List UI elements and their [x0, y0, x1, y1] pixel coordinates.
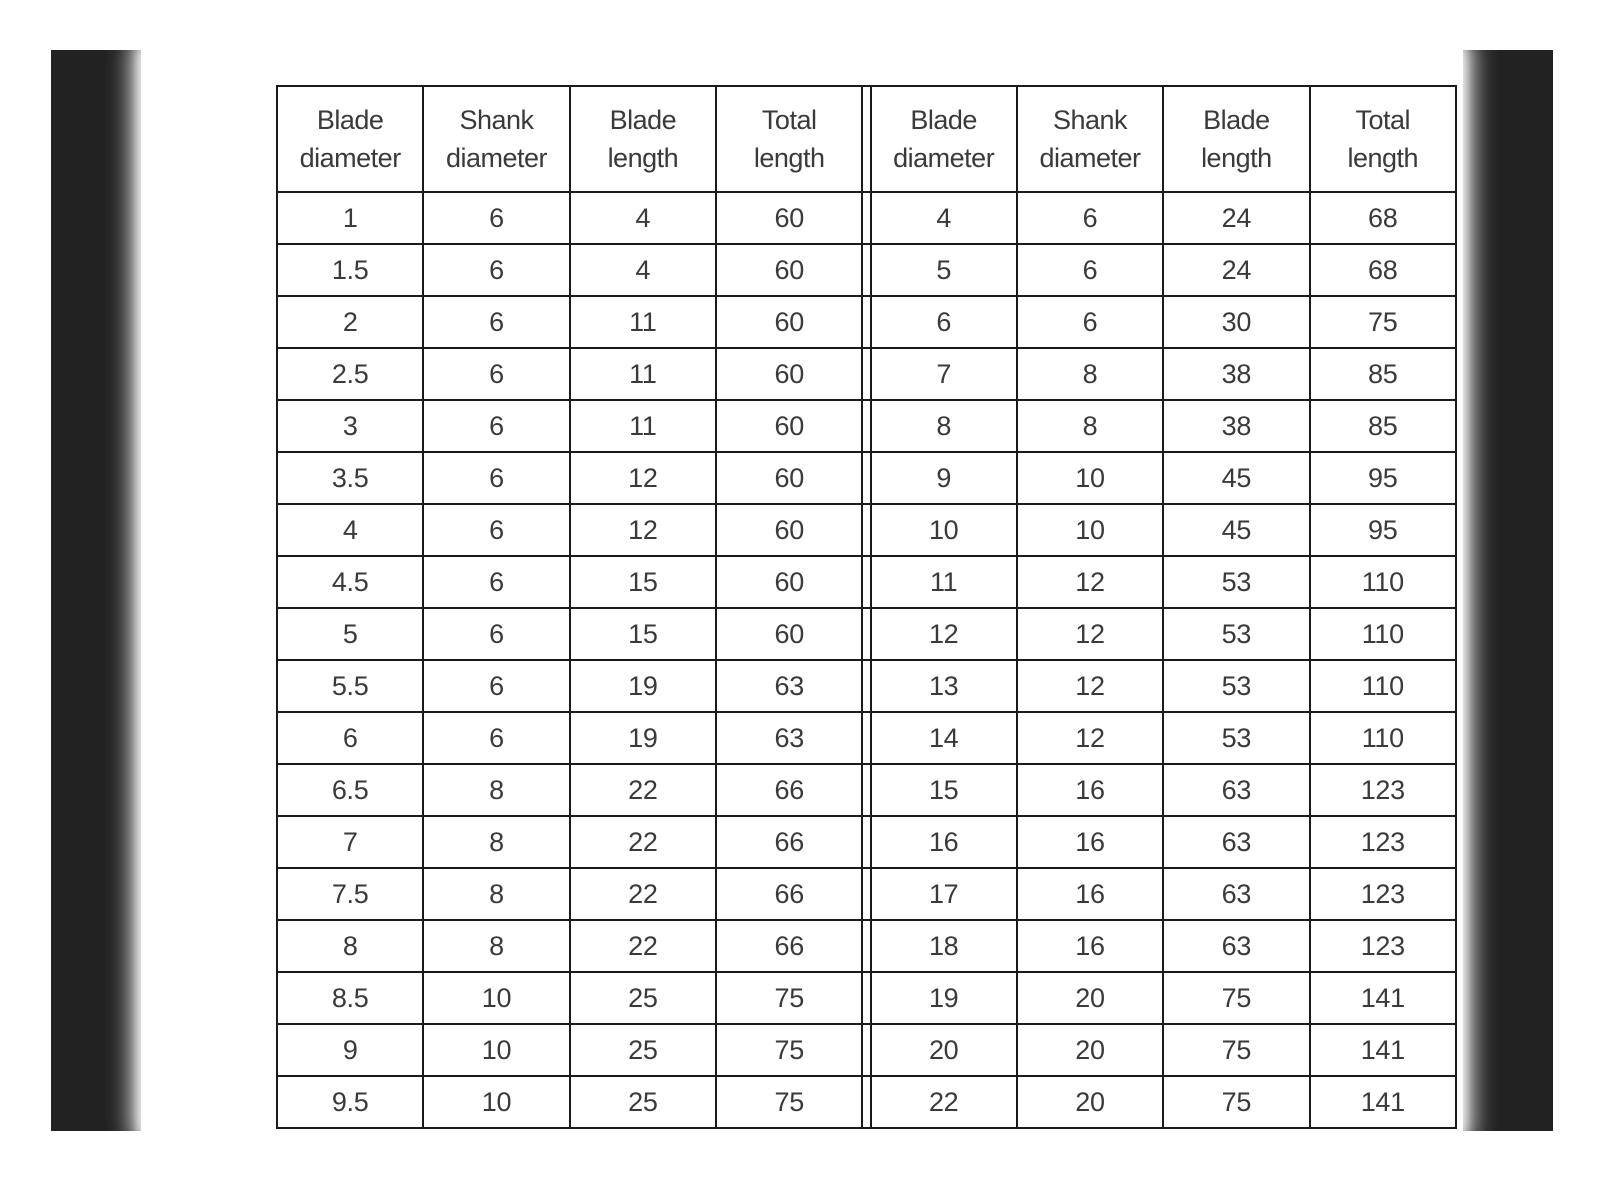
table-cell: 63 — [1163, 816, 1309, 868]
table-cell: 6 — [423, 608, 569, 660]
table-cell: 6 — [423, 660, 569, 712]
table-cell: 75 — [1163, 972, 1309, 1024]
column-header — [1163, 86, 1309, 192]
table-row — [277, 400, 1456, 452]
table-row — [277, 1076, 1456, 1128]
table-cell: 9 — [277, 1024, 423, 1076]
table-cell: 63 — [716, 712, 862, 764]
specification-table — [276, 85, 1457, 1129]
column-divider — [862, 296, 870, 348]
table-cell: 141 — [1310, 972, 1456, 1024]
table-cell: 4 — [277, 504, 423, 556]
table-row — [277, 1024, 1456, 1076]
table-cell: 6 — [423, 348, 569, 400]
table-cell: 123 — [1310, 868, 1456, 920]
table-cell: 60 — [716, 608, 862, 660]
table-cell: 68 — [1310, 192, 1456, 244]
table-row — [277, 660, 1456, 712]
table-cell: 6.5 — [277, 764, 423, 816]
table-cell: 123 — [1310, 764, 1456, 816]
column-divider — [862, 608, 870, 660]
table-row — [277, 244, 1456, 296]
table-cell: 95 — [1310, 504, 1456, 556]
column-header — [716, 86, 862, 192]
table-cell: 16 — [1017, 764, 1163, 816]
column-header-line: diameter — [445, 143, 548, 173]
table-cell: 66 — [716, 868, 862, 920]
table-cell: 63 — [1163, 868, 1309, 920]
table-cell: 25 — [570, 1024, 716, 1076]
table-cell: 13 — [871, 660, 1017, 712]
table-cell: 9 — [871, 452, 1017, 504]
table-row — [277, 712, 1456, 764]
table-cell: 6 — [1017, 296, 1163, 348]
table-cell: 6 — [423, 192, 569, 244]
table-cell: 6 — [423, 556, 569, 608]
table-cell: 15 — [570, 608, 716, 660]
table-cell: 85 — [1310, 348, 1456, 400]
column-header-line: length — [1347, 143, 1419, 173]
table-cell: 66 — [716, 764, 862, 816]
table-row — [277, 868, 1456, 920]
table-cell: 6 — [277, 712, 423, 764]
table-cell: 63 — [716, 660, 862, 712]
table-cell: 75 — [1163, 1076, 1309, 1128]
table-cell: 45 — [1163, 504, 1309, 556]
table-cell: 6 — [1017, 192, 1163, 244]
table-cell: 10 — [423, 972, 569, 1024]
column-divider — [862, 400, 870, 452]
table-cell: 10 — [423, 1024, 569, 1076]
column-divider — [862, 504, 870, 556]
table-cell: 53 — [1163, 712, 1309, 764]
table-cell: 20 — [1017, 1076, 1163, 1128]
table-cell: 110 — [1310, 660, 1456, 712]
table-cell: 25 — [570, 1076, 716, 1128]
table-row — [277, 920, 1456, 972]
table-cell: 20 — [1017, 1024, 1163, 1076]
table-cell: 11 — [570, 348, 716, 400]
table-cell: 123 — [1310, 920, 1456, 972]
table-cell: 12 — [1017, 608, 1163, 660]
column-header-line: diameter — [893, 143, 995, 173]
table-cell: 20 — [1017, 972, 1163, 1024]
table-cell: 15 — [871, 764, 1017, 816]
table-row — [277, 972, 1456, 1024]
column-divider — [862, 660, 870, 712]
table-cell: 8 — [1017, 400, 1163, 452]
table-cell: 25 — [570, 972, 716, 1024]
table-cell: 10 — [1017, 504, 1163, 556]
table-cell: 38 — [1163, 400, 1309, 452]
table-cell: 6 — [423, 244, 569, 296]
table-cell: 11 — [570, 296, 716, 348]
column-header — [1310, 86, 1456, 192]
table-cell: 8 — [423, 816, 569, 868]
column-divider — [862, 816, 870, 868]
column-header-line: Blade — [1203, 105, 1270, 135]
column-header — [277, 86, 423, 192]
column-header — [871, 86, 1017, 192]
dark-frame — [51, 50, 1553, 1131]
column-header-line: length — [607, 143, 679, 173]
table-cell: 66 — [716, 816, 862, 868]
column-header-line: Total — [1355, 105, 1411, 135]
table-cell: 68 — [1310, 244, 1456, 296]
column-divider — [862, 556, 870, 608]
table-row — [277, 608, 1456, 660]
column-divider — [862, 1076, 870, 1128]
table-cell: 20 — [871, 1024, 1017, 1076]
column-divider — [862, 712, 870, 764]
column-divider — [862, 244, 870, 296]
table-row — [277, 504, 1456, 556]
table-cell: 7 — [277, 816, 423, 868]
table-cell: 8 — [423, 920, 569, 972]
table-cell: 4.5 — [277, 556, 423, 608]
column-header-line: length — [1201, 143, 1272, 173]
table-cell: 60 — [716, 348, 862, 400]
column-header — [570, 86, 716, 192]
table-row — [277, 192, 1456, 244]
table-cell: 141 — [1310, 1076, 1456, 1128]
table-cell: 6 — [1017, 244, 1163, 296]
table-cell: 16 — [871, 816, 1017, 868]
table-cell: 4 — [871, 192, 1017, 244]
table-cell: 60 — [716, 192, 862, 244]
table-cell: 12 — [871, 608, 1017, 660]
column-header-line: Blade — [910, 105, 977, 135]
table-cell: 16 — [1017, 920, 1163, 972]
table-cell: 75 — [716, 1076, 862, 1128]
table-cell: 16 — [1017, 868, 1163, 920]
table-cell: 60 — [716, 296, 862, 348]
table-cell: 24 — [1163, 192, 1309, 244]
table-cell: 6 — [423, 452, 569, 504]
column-divider — [862, 868, 870, 920]
table-cell: 60 — [716, 556, 862, 608]
table-row — [277, 348, 1456, 400]
table-cell: 12 — [1017, 712, 1163, 764]
table-cell: 95 — [1310, 452, 1456, 504]
table-cell: 15 — [570, 556, 716, 608]
table-cell: 141 — [1310, 1024, 1456, 1076]
table-cell: 17 — [871, 868, 1017, 920]
table-cell: 22 — [871, 1076, 1017, 1128]
table-cell: 18 — [871, 920, 1017, 972]
table-row — [277, 764, 1456, 816]
table-cell: 19 — [570, 712, 716, 764]
table-cell: 8 — [423, 868, 569, 920]
table-cell: 75 — [716, 1024, 862, 1076]
table-cell: 22 — [570, 868, 716, 920]
table-cell: 75 — [1163, 1024, 1309, 1076]
table-cell: 6 — [423, 504, 569, 556]
column-header-line: Shank — [1052, 105, 1128, 135]
table-cell: 6 — [871, 296, 1017, 348]
column-header-line: diameter — [299, 143, 401, 173]
table-header-row — [277, 86, 1456, 192]
table-cell: 110 — [1310, 712, 1456, 764]
table-cell: 66 — [716, 920, 862, 972]
table-cell: 38 — [1163, 348, 1309, 400]
table-cell: 12 — [570, 504, 716, 556]
table-cell: 12 — [1017, 660, 1163, 712]
table-cell: 8 — [423, 764, 569, 816]
table-cell: 110 — [1310, 608, 1456, 660]
table-cell: 5 — [871, 244, 1017, 296]
column-divider — [862, 972, 870, 1024]
table-cell: 2 — [277, 296, 423, 348]
column-header — [1017, 86, 1163, 192]
table-cell: 53 — [1163, 660, 1309, 712]
table-cell: 24 — [1163, 244, 1309, 296]
table-cell: 12 — [570, 452, 716, 504]
column-divider — [862, 452, 870, 504]
table-cell: 9.5 — [277, 1076, 423, 1128]
table-cell: 6 — [423, 712, 569, 764]
table-cell: 8 — [871, 400, 1017, 452]
table-cell: 1.5 — [277, 244, 423, 296]
table-cell: 11 — [871, 556, 1017, 608]
column-divider — [862, 920, 870, 972]
column-divider — [862, 86, 870, 192]
table-cell: 60 — [716, 504, 862, 556]
table-cell: 12 — [1017, 556, 1163, 608]
table-cell: 19 — [871, 972, 1017, 1024]
table-cell: 19 — [570, 660, 716, 712]
table-cell: 3.5 — [277, 452, 423, 504]
column-header-line: Blade — [609, 105, 677, 135]
table-cell: 8 — [277, 920, 423, 972]
table-cell: 8.5 — [277, 972, 423, 1024]
table-cell: 60 — [716, 400, 862, 452]
table-cell: 4 — [570, 192, 716, 244]
table-cell: 60 — [716, 452, 862, 504]
table-cell: 7.5 — [277, 868, 423, 920]
table-cell: 1 — [277, 192, 423, 244]
table-row — [277, 816, 1456, 868]
table-row — [277, 296, 1456, 348]
column-divider — [862, 348, 870, 400]
table-cell: 110 — [1310, 556, 1456, 608]
table-row — [277, 452, 1456, 504]
column-header-line: length — [753, 143, 825, 173]
table-row — [277, 556, 1456, 608]
column-header-line: diameter — [1039, 143, 1141, 173]
table-body — [277, 192, 1456, 1128]
table-cell: 10 — [423, 1076, 569, 1128]
table-cell: 6 — [423, 400, 569, 452]
table-cell: 75 — [716, 972, 862, 1024]
table-cell: 2.5 — [277, 348, 423, 400]
table-cell: 5.5 — [277, 660, 423, 712]
table-cell: 22 — [570, 816, 716, 868]
table-cell: 22 — [570, 920, 716, 972]
table-cell: 16 — [1017, 816, 1163, 868]
table-cell: 11 — [570, 400, 716, 452]
table-cell: 3 — [277, 400, 423, 452]
column-divider — [862, 764, 870, 816]
table-cell: 22 — [570, 764, 716, 816]
document-sheet — [141, 50, 1463, 1131]
table-cell: 63 — [1163, 764, 1309, 816]
table-cell: 63 — [1163, 920, 1309, 972]
column-divider — [862, 192, 870, 244]
column-divider — [862, 1024, 870, 1076]
table-cell: 10 — [871, 504, 1017, 556]
table-cell: 14 — [871, 712, 1017, 764]
column-header-line: Shank — [459, 105, 534, 135]
table-cell: 53 — [1163, 556, 1309, 608]
table-cell: 85 — [1310, 400, 1456, 452]
table-cell: 30 — [1163, 296, 1309, 348]
table-cell: 8 — [1017, 348, 1163, 400]
table-cell: 10 — [1017, 452, 1163, 504]
table-cell: 7 — [871, 348, 1017, 400]
table-cell: 4 — [570, 244, 716, 296]
table-cell: 53 — [1163, 608, 1309, 660]
column-header-line: Blade — [316, 105, 384, 135]
table-cell: 123 — [1310, 816, 1456, 868]
table-cell: 45 — [1163, 452, 1309, 504]
table-cell: 75 — [1310, 296, 1456, 348]
column-header — [423, 86, 569, 192]
table-cell: 60 — [716, 244, 862, 296]
table-cell: 5 — [277, 608, 423, 660]
table-cell: 6 — [423, 296, 569, 348]
column-header-line: Total — [761, 105, 817, 135]
